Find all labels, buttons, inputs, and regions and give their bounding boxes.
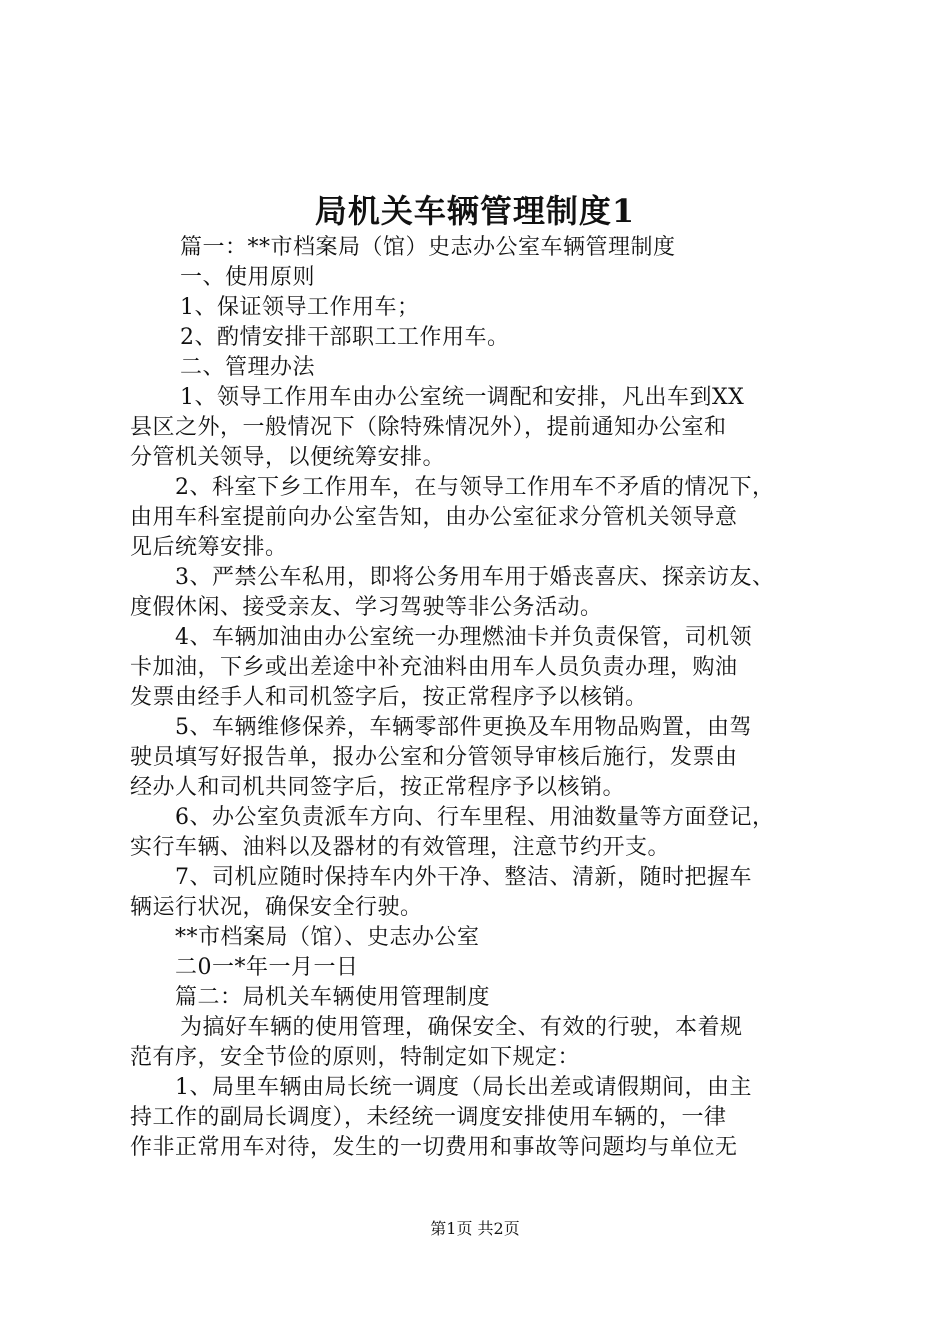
- text-line: **市档案局（馆）、史志办公室: [175, 925, 480, 950]
- text-line: 7、司机应随时保持车内外干净、整洁、清新，随时把握车: [175, 865, 752, 890]
- text-line: 1、领导工作用车由办公室统一调配和安排，凡出车到XX: [180, 385, 745, 410]
- text-line: 发票由经手人和司机签字后，按正常程序予以核销。: [130, 685, 648, 710]
- text-line: 驶员填写好报告单，报办公室和分管领导审核后施行，发票由: [130, 745, 738, 770]
- text-line: 3、严禁公车私用，即将公务用车用于婚丧喜庆、探亲访友、: [175, 565, 775, 590]
- text-line: 2、科室下乡工作用车，在与领导工作用车不矛盾的情况下，: [175, 475, 775, 500]
- text-line: 篇二：局机关车辆使用管理制度: [175, 985, 491, 1010]
- text-line: 度假休闲、接受亲友、学习驾驶等非公务活动。: [130, 595, 603, 620]
- text-line: 见后统筹安排。: [130, 535, 288, 560]
- text-line: 经办人和司机共同签字后，按正常程序予以核销。: [130, 775, 626, 800]
- text-line: 二0一*年一月一日: [175, 955, 359, 980]
- text-line: 1、保证领导工作用车；: [180, 295, 420, 320]
- page-footer: 第1页 共2页: [430, 1219, 520, 1238]
- text-line: 篇一：**市档案局（馆）史志办公室车辆管理制度: [180, 235, 676, 260]
- text-line: 范有序，安全节俭的原则，特制定如下规定：: [130, 1045, 581, 1070]
- text-line: 2、酌情安排干部职工工作用车。: [180, 325, 510, 350]
- text-line: 6、办公室负责派车方向、行车里程、用油数量等方面登记，: [175, 805, 775, 830]
- text-line: 1、局里车辆由局长统一调度（局长出差或请假期间，由主: [175, 1075, 752, 1100]
- text-line: 县区之外，一般情况下（除特殊情况外），提前通知办公室和: [130, 415, 727, 440]
- text-line: 作非正常用车对待，发生的一切费用和事故等问题均与单位无: [130, 1135, 738, 1160]
- document-title: 局机关车辆管理制度1: [314, 192, 636, 230]
- text-line: 由用车科室提前向办公室告知，由办公室征求分管机关领导意: [130, 505, 738, 530]
- text-line: 持工作的副局长调度），未经统一调度安排使用车辆的，一律: [130, 1105, 727, 1130]
- text-line: 为搞好车辆的使用管理，确保安全、有效的行驶，本着规: [180, 1015, 743, 1040]
- text-line: 一、使用原则: [180, 265, 316, 290]
- text-line: 分管机关领导，以便统筹安排。: [130, 445, 446, 470]
- text-line: 二、管理办法: [180, 355, 316, 380]
- document-body: [130, 233, 830, 1163]
- text-line: 5、车辆维修保养，车辆零部件更换及车用物品购置，由驾: [175, 715, 752, 740]
- text-line: 卡加油，下乡或出差途中补充油料由用车人员负责办理，购油: [130, 655, 738, 680]
- text-line: 4、车辆加油由办公室统一办理燃油卡并负责保管，司机领: [175, 625, 752, 650]
- text-line: 辆运行状况，确保安全行驶。: [130, 895, 423, 920]
- text-line: 实行车辆、油料以及器材的有效管理，注意节约开支。: [130, 835, 671, 860]
